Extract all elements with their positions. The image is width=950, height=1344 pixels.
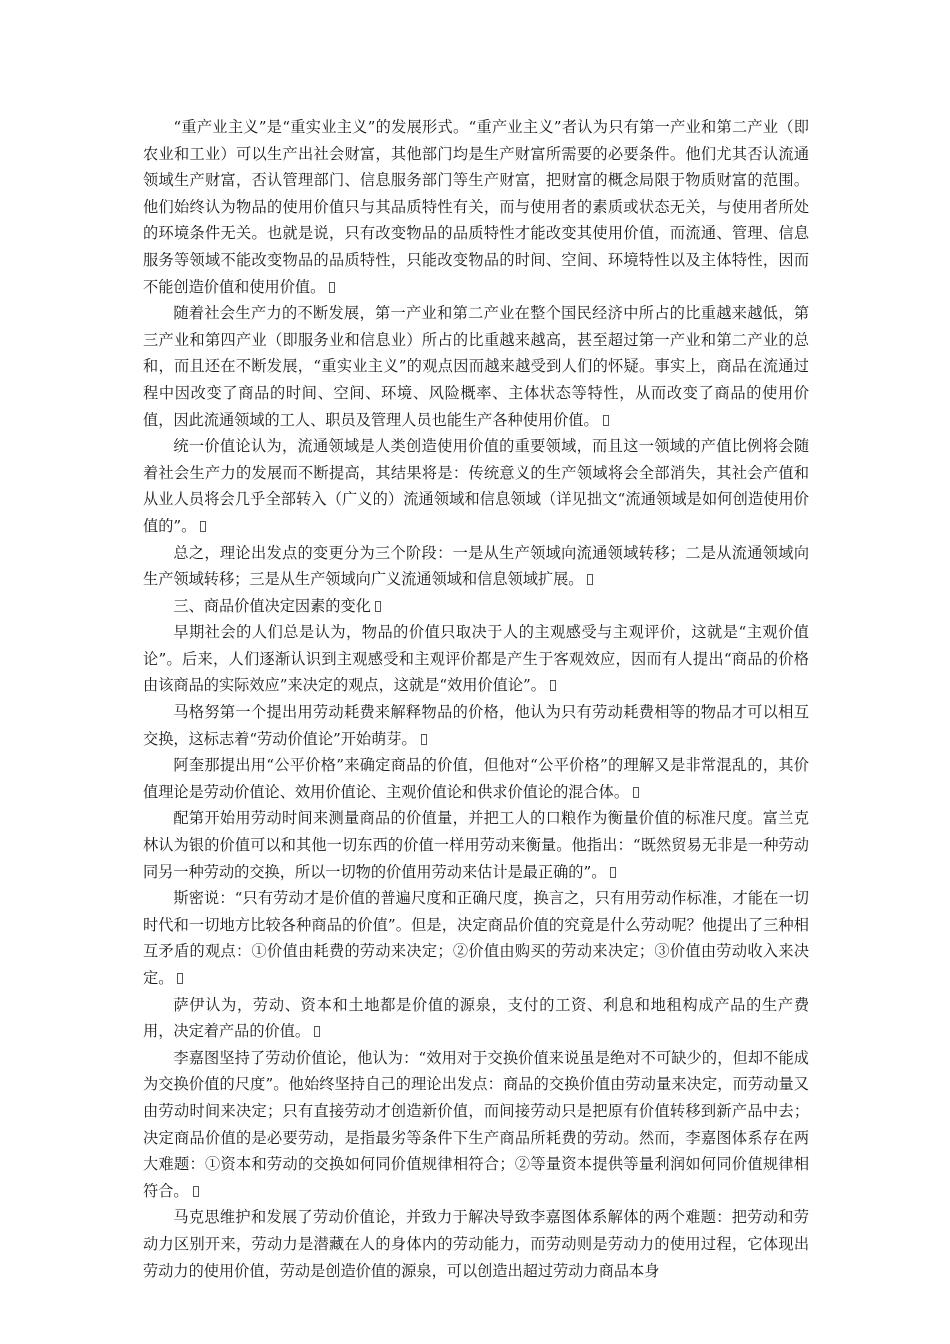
paragraph-petty-franklin: 配第开始用劳动时间来测量商品的价值量，并把工人的口粮作为衡量价值的标准尺度。富兰克林认为银的价值可以和其他一切东西的价值一样用劳动来衡量。他指出：“既然贸易无非是一种劳动同另一种劳动的交换，所以一切物的价值用劳动来估计是最正确的”。	[143, 809, 809, 881]
paragraph-mark-icon	[314, 1026, 320, 1037]
paragraph-mark-icon	[375, 601, 381, 612]
paragraph-magnus: 马格努第一个提出用劳动耗费来解释物品的价格，他认为只有劳动耗费相等的物品才可以相互交换，这标志着“劳动价值论”开始萌芽。	[143, 703, 809, 748]
paragraph-mark-icon	[633, 787, 639, 798]
paragraph-mark-icon	[610, 867, 616, 878]
paragraph-smith: 斯密说：“只有劳动才是价值的普遍尺度和正确尺度，换言之，只有用劳动作标准，才能在一切时代和一切地方比较各种商品的价值”。但是，决定商品价值的究竟是什么劳动呢？他提出了三种相互矛盾的观点：①价值由耗费的劳动来决定；②价值由购买的劳动来决定；③价值由劳动收入来决定。	[143, 889, 809, 987]
paragraph-mark-icon	[329, 282, 335, 293]
paragraph-mark-icon	[603, 415, 609, 426]
paragraph-marx: 马克思维护和发展了劳动价值论，并致力于解决导致李嘉图体系解体的两个难题：把劳动和劳动力区别开来，劳动力是潜藏在人的身体内的劳动能力，而劳动则是劳动力的使用过程，它体现出劳动力的使用价值，劳动是创造价值的源泉，可以创造出超过劳动力商品本身	[143, 1208, 809, 1280]
paragraph-mark-icon	[177, 973, 183, 984]
paragraph-productivity-development: 随着社会生产力的不断发展，第一产业和第二产业在整个国民经济中所占的比重越来越低，第三产业和第四产业（即服务业和信息业）所占的比重越来越高，甚至超过第一产业和第二产业的总和，而且还在不断发展，“重实业主义”的观点因而越来越受到人们的怀疑。事实上，商品在流通过程中因改变了商品的时间、空间、环境、风险概率、主体状态等特性，从而改变了商品的使用价值，因此流通领域的工人、职员及管理人员也能生产各种使用价值。	[143, 304, 809, 429]
paragraph-subjective-value-theory: 早期社会的人们总是认为，物品的价值只取决于人的主观感受与主观评价，这就是“主观价值论”。后来，人们逐渐认识到主观感受和主观评价都是产生于客观效应，因而有人提出“商品的价格由该商品的实际效应”来决定的观点，这就是“效用价值论”。	[143, 623, 809, 695]
section-heading-value-factors: 三、商品价值决定因素的变化	[143, 593, 809, 620]
paragraph-say: 萨伊认为，劳动、资本和土地都是价值的源泉，支付的工资、利息和地租构成产品的生产费用，决定着产品的价值。	[143, 995, 809, 1041]
paragraph-summary-three-stages: 总之，理论出发点的变更分为三个阶段：一是从生产领域向流通领域转移；二是从流通领域向生产领域转移；三是从生产领域向广义流通领域和信息领域扩展。	[143, 543, 809, 589]
paragraph-mark-icon	[550, 680, 556, 691]
paragraph-unified-value-theory: 统一价值论认为，流通领域是人类创造使用价值的重要领域，而且这一领域的产值比例将会随着社会生产力的发展而不断提高，其结果将是：传统意义的生产领域将会全部消失，其社会产值和从业人员将会几乎全部转入（广义的）流通领域和信息领域（详见拙文“流通领域是如何创造使用价值的”。	[143, 437, 809, 535]
paragraph-mark-icon	[421, 734, 427, 745]
paragraph-aquinas: 阿奎那提出用“公平价格”来确定商品的价值，但他对“公平价格”的理解又是非常混乱的，其价值理论是劳动价值论、效用价值论、主观价值论和供求价值论的混合体。	[143, 756, 809, 801]
paragraph-mark-icon	[587, 574, 593, 585]
paragraph-mark-icon	[193, 1186, 199, 1197]
document-page	[143, 114, 809, 1284]
paragraph-heavy-industry-doctrine: “重产业主义”是“重实业主义”的发展形式。“重产业主义”者认为只有第一产业和第二产业（即农业和工业）可以生产出社会财富，其他部门均是生产财富所需要的必要条件。他们尤其否认流通领域生产财富，否认管理部门、信息服务部门等生产财富，把财富的概念局限于物质财富的范围。他们始终认为物品的使用价值只与其品质特性有关，而与使用者的素质或状态无关，与使用者所处的环境条件无关。也就是说，只有改变物品的品质特性才能改变其使用价值，而流通、管理、信息服务等领域不能改变物品的品质特性，只能改变物品的时间、空间、环境特性以及主体特性，因而不能创造价值和使用价值。	[143, 118, 809, 296]
paragraph-mark-icon	[200, 521, 206, 532]
paragraph-ricardo: 李嘉图坚持了劳动价值论，他认为：“效用对于交换价值来说虽是绝对不可缺少的，但却不能成为交换价值的尺度”。他始终坚持自己的理论出发点：商品的交换价值由劳动量来决定，而劳动量又由劳动时间来决定；只有直接劳动才创造新价值，而间接劳动只是把原有价值转移到新产品中去；决定商品价值的是必要劳动，是指最劣等条件下生产商品所耗费的劳动。然而，李嘉图体系存在两大难题：①资本和劳动的交换如何同价值规律相符合；②等量资本提供等量利润如何同价值规律相符合。	[143, 1048, 809, 1200]
